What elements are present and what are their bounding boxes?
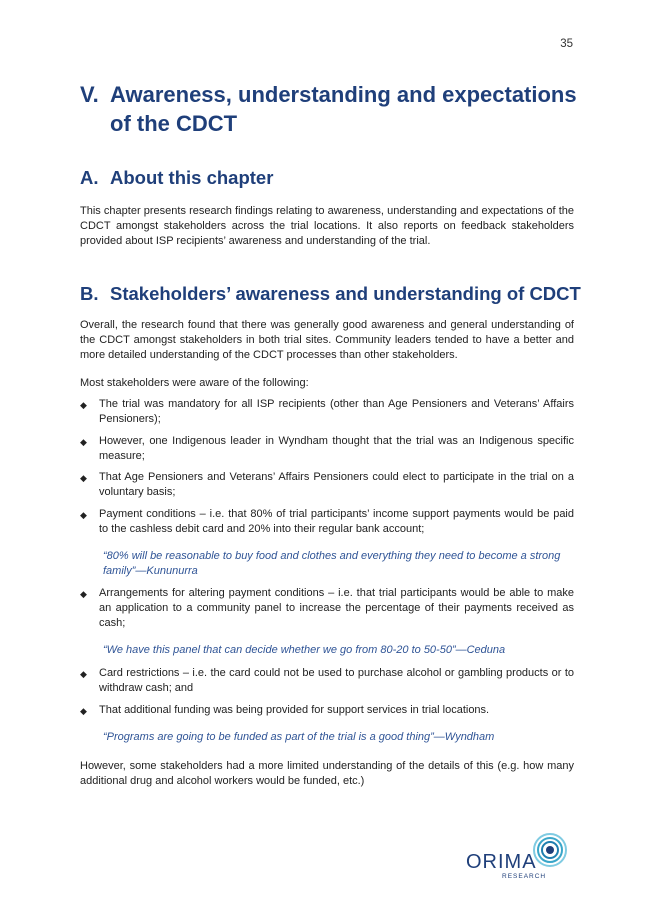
section-b-paragraph-1: Overall, the research found that there was generally good awareness and general understanding of the CDCT amongst stakeholders in both trial sites. Community leaders tended to have a better and more detailed understanding of the CDCT processes than other stakeholders. xyxy=(80,319,574,361)
section-a-paragraph: This chapter presents research findings relating to awareness, understanding and expectations of the CDCT amongst stakeholders across the trial locations. It also reports on feedback stakeholders provided about ISP recipients’ awareness and understanding of the trial. xyxy=(80,205,574,247)
bullet-text: That additional funding was being provided for support services in trial locations. xyxy=(99,704,490,716)
bullet-text: The trial was mandatory for all ISP recipients (other than Age Pensioners and Veterans’ Affairs Pensioners); xyxy=(99,398,574,425)
bullet-item xyxy=(80,470,574,500)
bullet-text: That Age Pensioners and Veterans’ Affairs Pensioners could elect to participate in the trial on a voluntary basis; xyxy=(99,471,574,498)
closing-paragraph: However, some stakeholders had a more limited understanding of the details of this (e.g. how many additional drug and alcohol workers would be funded, etc.) xyxy=(80,760,574,787)
quote: “80% will be reasonable to buy food and clothes and everything they need to become a strong family”—Kununurra xyxy=(103,550,561,577)
diamond-bullet-icon: ◆ xyxy=(80,510,87,520)
section-b-title: Stakeholders’ awareness and understanding of CDCT xyxy=(110,283,581,304)
section-a-number: A. xyxy=(80,167,99,188)
bullet-item xyxy=(80,586,574,631)
diamond-bullet-icon: ◆ xyxy=(80,473,87,483)
bullet-item xyxy=(80,703,574,718)
bullet-item xyxy=(80,397,574,427)
bullet-item xyxy=(80,666,574,696)
diamond-bullet-icon: ◆ xyxy=(80,669,87,679)
section-b-paragraph-2: Most stakeholders were aware of the following: xyxy=(80,377,309,389)
bullet-text: Card restrictions – i.e. the card could not be used to purchase alcohol or gambling products or to withdraw cash; and xyxy=(99,667,574,694)
orima-logo xyxy=(466,832,576,882)
diamond-bullet-icon: ◆ xyxy=(80,437,87,447)
section-a-title: About this chapter xyxy=(110,167,274,188)
diamond-bullet-icon: ◆ xyxy=(80,706,87,716)
quote: “Programs are going to be funded as part of the trial is a good thing”—Wyndham xyxy=(103,731,495,743)
bullet-text: Arrangements for altering payment conditions – i.e. that trial participants would be able to make an application to a community panel to increase the percentage of their payments received as cash; xyxy=(99,587,574,629)
section-a-heading xyxy=(80,167,273,189)
bullet-text: Payment conditions – i.e. that 80% of trial participants’ income support payments would be paid to the cashless debit card and 20% into their regular bank account; xyxy=(99,508,574,535)
section-b-heading xyxy=(80,283,581,305)
section-b-number: B. xyxy=(80,283,99,304)
bullet-item xyxy=(80,434,574,464)
logo-text: ORIMA xyxy=(466,851,537,873)
logo-rings-icon xyxy=(532,832,568,868)
logo-subtitle: RESEARCH xyxy=(502,873,547,880)
bullet-text: However, one Indigenous leader in Wyndham thought that the trial was an Indigenous specific measure; xyxy=(99,435,574,462)
bullet-item xyxy=(80,507,574,537)
chapter-number: V. xyxy=(80,82,99,107)
chapter-title: Awareness, understanding and expectations of the CDCT xyxy=(110,82,577,136)
diamond-bullet-icon: ◆ xyxy=(80,589,87,599)
page-number: 35 xyxy=(560,38,573,50)
diamond-bullet-icon: ◆ xyxy=(80,400,87,410)
chapter-heading xyxy=(80,80,580,138)
quote: “We have this panel that can decide whether we go from 80-20 to 50-50”—Ceduna xyxy=(103,644,506,656)
